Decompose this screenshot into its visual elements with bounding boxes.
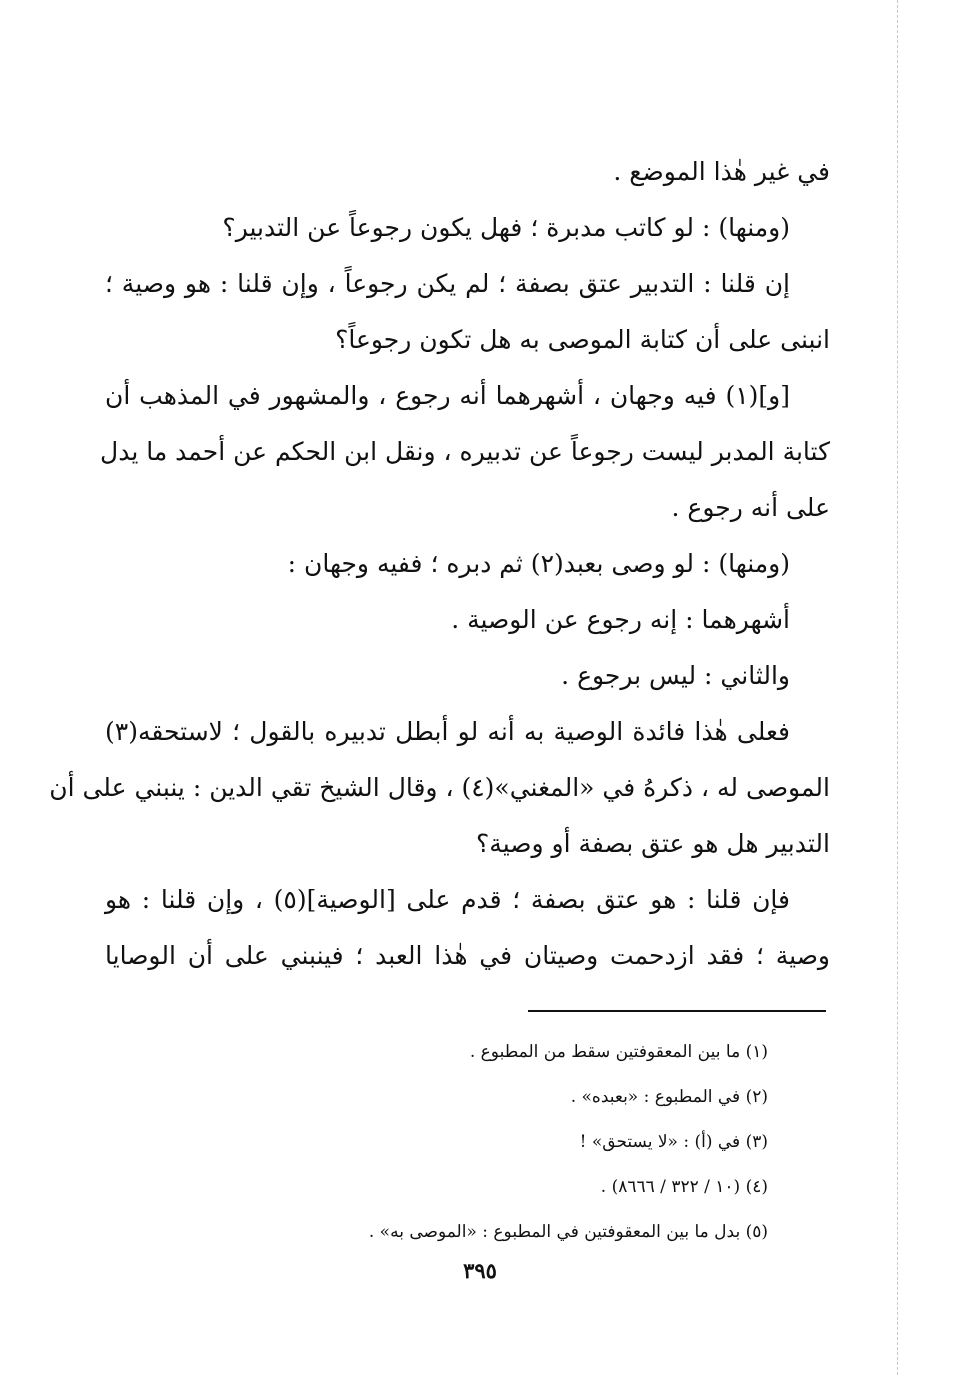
text-line: انبنى على أن كتابة الموصى به هل تكون رجوعاً؟: [335, 325, 830, 354]
page-number: ٣٩٥: [463, 1258, 497, 1283]
text-line: (ومنها) : لو كاتب مدبرة ؛ فهل يكون رجوعاً عن التدبير؟: [222, 213, 790, 242]
text-line: فعلى هٰذا فائدة الوصية به أنه لو أبطل تدبيره بالقول ؛ لاستحقه(٣): [105, 717, 790, 746]
scan-edge-divider: [897, 0, 898, 1375]
text-line: وصية ؛ فقد ازدحمت وصيتان في هٰذا العبد ؛ فينبني على أن الوصايا: [105, 941, 830, 970]
footnote-4: (٤) (١٠ / ٣٢٢ / ٨٦٦٦) .: [600, 1177, 768, 1197]
text-line: إن قلنا : التدبير عتق بصفة ؛ لم يكن رجوعاً ، وإن قلنا : هو وصية ؛: [105, 269, 790, 298]
text-line: في غير هٰذا الموضع .: [613, 157, 830, 186]
footnote-1: (١) ما بين المعقوفتين سقط من المطبوع .: [469, 1042, 768, 1062]
text-line: على أنه رجوع .: [671, 493, 830, 522]
text-line: الموصى له ، ذكرهُ في «المغني»(٤) ، وقال الشيخ تقي الدين : ينبني على أن: [49, 773, 830, 802]
footnotes: [300, 1030, 768, 1255]
body-text: [49, 144, 830, 984]
footnote-3: (٣) في (أ) : «لا يستحق» !: [579, 1132, 768, 1152]
text-line: (ومنها) : لو وصى بعبد(٢) ثم دبره ؛ ففيه وجهان :: [287, 549, 790, 578]
text-line: كتابة المدبر ليست رجوعاً عن تدبيره ، ونقل ابن الحكم عن أحمد ما يدل: [100, 437, 830, 466]
text-line: التدبير هل هو عتق بصفة أو وصية؟: [476, 829, 830, 858]
text-line: أشهرهما : إنه رجوع عن الوصية .: [451, 605, 790, 634]
footnote-2: (٢) في المطبوع : «بعبده» .: [570, 1087, 768, 1107]
footnote-5: (٥) بدل ما بين المعقوفتين في المطبوع : «الموصى به» .: [368, 1222, 768, 1242]
footnote-divider: [528, 1010, 826, 1012]
text-line: والثاني : ليس برجوع .: [561, 661, 790, 690]
text-line: [و](١) فيه وجهان ، أشهرهما أنه رجوع ، والمشهور في المذهب أن: [105, 381, 790, 410]
text-line: فإن قلنا : هو عتق بصفة ؛ قدم على [الوصية](٥) ، وإن قلنا : هو: [105, 885, 790, 914]
